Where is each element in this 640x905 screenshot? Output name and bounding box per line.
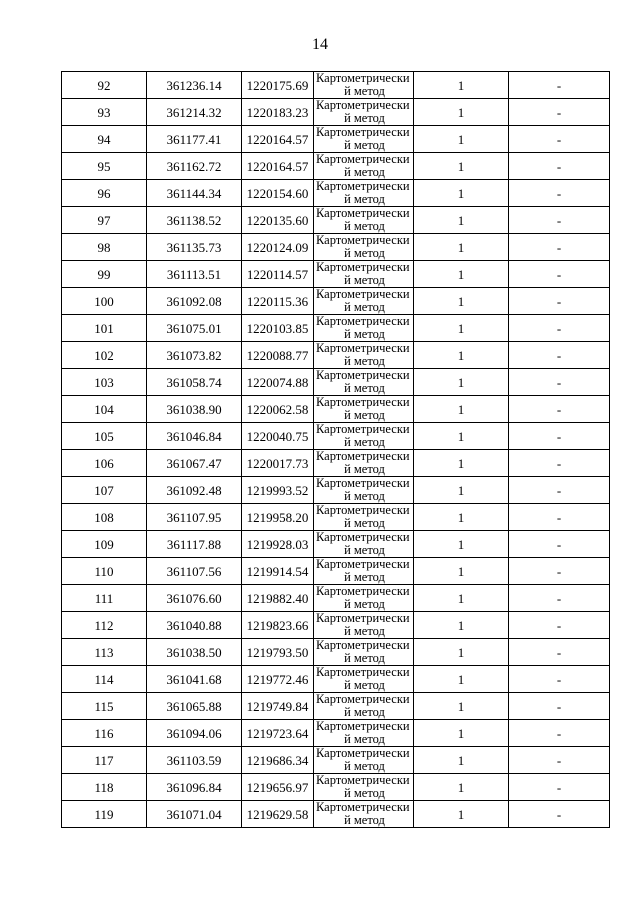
x-coordinate-cell: 361113.51 (147, 261, 242, 288)
method-cell (314, 504, 414, 531)
point-number-cell: 97 (62, 207, 147, 234)
x-coordinate-cell: 361135.73 (147, 234, 242, 261)
y-coordinate-cell: 1219629.58 (242, 801, 314, 828)
point-number-cell: 106 (62, 450, 147, 477)
point-number-cell: 110 (62, 558, 147, 585)
table-row (62, 693, 610, 720)
dash-cell: - (509, 585, 610, 612)
method-cell (314, 612, 414, 639)
value-cell: 1 (414, 801, 509, 828)
y-coordinate-cell: 1220062.58 (242, 396, 314, 423)
dash-cell: - (509, 126, 610, 153)
method-line-1: Картометрически (316, 206, 410, 220)
x-coordinate-cell: 361092.48 (147, 477, 242, 504)
x-coordinate-cell: 361046.84 (147, 423, 242, 450)
value-cell: 1 (414, 99, 509, 126)
method-line-1: Картометрически (316, 611, 410, 625)
method-line-1: Картометрически (316, 233, 410, 247)
method-cell (314, 774, 414, 801)
dash-cell: - (509, 747, 610, 774)
value-cell: 1 (414, 261, 509, 288)
y-coordinate-cell: 1219928.03 (242, 531, 314, 558)
table-row (62, 288, 610, 315)
coordinates-table (61, 71, 610, 828)
method-line-1: Картометрически (316, 449, 410, 463)
method-line-1: Картометрически (316, 422, 410, 436)
x-coordinate-cell: 361041.68 (147, 666, 242, 693)
x-coordinate-cell: 361177.41 (147, 126, 242, 153)
method-cell (314, 396, 414, 423)
table-row (62, 423, 610, 450)
x-coordinate-cell: 361065.88 (147, 693, 242, 720)
method-line-1: Картометрически (316, 125, 410, 139)
method-cell (314, 207, 414, 234)
dash-cell: - (509, 207, 610, 234)
method-line-2: й метод (344, 381, 385, 395)
method-cell (314, 801, 414, 828)
point-number-cell: 101 (62, 315, 147, 342)
method-cell (314, 315, 414, 342)
table-row (62, 72, 610, 99)
y-coordinate-cell: 1219914.54 (242, 558, 314, 585)
value-cell: 1 (414, 450, 509, 477)
dash-cell: - (509, 288, 610, 315)
dash-cell: - (509, 234, 610, 261)
method-line-2: й метод (344, 624, 385, 638)
table-row (62, 450, 610, 477)
y-coordinate-cell: 1219793.50 (242, 639, 314, 666)
y-coordinate-cell: 1220103.85 (242, 315, 314, 342)
table-row (62, 747, 610, 774)
y-coordinate-cell: 1220183.23 (242, 99, 314, 126)
method-cell (314, 477, 414, 504)
method-line-1: Картометрически (316, 71, 410, 85)
x-coordinate-cell: 361058.74 (147, 369, 242, 396)
method-line-2: й метод (344, 435, 385, 449)
table-row (62, 774, 610, 801)
point-number-cell: 96 (62, 180, 147, 207)
value-cell: 1 (414, 477, 509, 504)
method-cell (314, 180, 414, 207)
method-line-1: Картометрически (316, 98, 410, 112)
method-cell (314, 747, 414, 774)
table-row (62, 612, 610, 639)
value-cell: 1 (414, 72, 509, 99)
value-cell: 1 (414, 126, 509, 153)
point-number-cell: 105 (62, 423, 147, 450)
y-coordinate-cell: 1220074.88 (242, 369, 314, 396)
value-cell: 1 (414, 639, 509, 666)
x-coordinate-cell: 361107.95 (147, 504, 242, 531)
table-row (62, 666, 610, 693)
method-line-2: й метод (344, 759, 385, 773)
point-number-cell: 109 (62, 531, 147, 558)
method-line-1: Картометрически (316, 152, 410, 166)
y-coordinate-cell: 1220135.60 (242, 207, 314, 234)
table-row (62, 153, 610, 180)
dash-cell: - (509, 504, 610, 531)
method-line-1: Картометрически (316, 557, 410, 571)
value-cell: 1 (414, 531, 509, 558)
dash-cell: - (509, 477, 610, 504)
value-cell: 1 (414, 666, 509, 693)
method-line-2: й метод (344, 570, 385, 584)
x-coordinate-cell: 361138.52 (147, 207, 242, 234)
point-number-cell: 95 (62, 153, 147, 180)
method-line-2: й метод (344, 678, 385, 692)
method-line-2: й метод (344, 165, 385, 179)
method-line-2: й метод (344, 84, 385, 98)
y-coordinate-cell: 1220115.36 (242, 288, 314, 315)
method-line-1: Картометрически (316, 503, 410, 517)
method-line-1: Картометрически (316, 476, 410, 490)
method-cell (314, 693, 414, 720)
table-row (62, 342, 610, 369)
table-row (62, 801, 610, 828)
y-coordinate-cell: 1219958.20 (242, 504, 314, 531)
dash-cell: - (509, 99, 610, 126)
x-coordinate-cell: 361094.06 (147, 720, 242, 747)
method-cell (314, 126, 414, 153)
value-cell: 1 (414, 774, 509, 801)
method-line-1: Картометрически (316, 746, 410, 760)
point-number-cell: 115 (62, 693, 147, 720)
x-coordinate-cell: 361038.90 (147, 396, 242, 423)
y-coordinate-cell: 1220124.09 (242, 234, 314, 261)
table-row (62, 585, 610, 612)
point-number-cell: 117 (62, 747, 147, 774)
x-coordinate-cell: 361092.08 (147, 288, 242, 315)
method-line-2: й метод (344, 246, 385, 260)
method-line-2: й метод (344, 462, 385, 476)
x-coordinate-cell: 361214.32 (147, 99, 242, 126)
method-cell (314, 234, 414, 261)
table-row (62, 261, 610, 288)
method-cell (314, 369, 414, 396)
table-row (62, 396, 610, 423)
method-cell (314, 531, 414, 558)
value-cell: 1 (414, 720, 509, 747)
value-cell: 1 (414, 747, 509, 774)
point-number-cell: 112 (62, 612, 147, 639)
y-coordinate-cell: 1219656.97 (242, 774, 314, 801)
dash-cell: - (509, 315, 610, 342)
point-number-cell: 94 (62, 126, 147, 153)
method-line-2: й метод (344, 219, 385, 233)
y-coordinate-cell: 1220164.57 (242, 126, 314, 153)
x-coordinate-cell: 361103.59 (147, 747, 242, 774)
method-line-1: Картометрически (316, 314, 410, 328)
value-cell: 1 (414, 558, 509, 585)
table-row (62, 234, 610, 261)
method-cell (314, 153, 414, 180)
table-row (62, 126, 610, 153)
y-coordinate-cell: 1220175.69 (242, 72, 314, 99)
method-cell (314, 558, 414, 585)
value-cell: 1 (414, 396, 509, 423)
method-cell (314, 720, 414, 747)
dash-cell: - (509, 666, 610, 693)
method-line-1: Картометрически (316, 341, 410, 355)
value-cell: 1 (414, 423, 509, 450)
method-line-2: й метод (344, 273, 385, 287)
dash-cell: - (509, 180, 610, 207)
y-coordinate-cell: 1219772.46 (242, 666, 314, 693)
y-coordinate-cell: 1219723.64 (242, 720, 314, 747)
point-number-cell: 111 (62, 585, 147, 612)
y-coordinate-cell: 1220017.73 (242, 450, 314, 477)
dash-cell: - (509, 396, 610, 423)
dash-cell: - (509, 801, 610, 828)
table-row (62, 315, 610, 342)
x-coordinate-cell: 361071.04 (147, 801, 242, 828)
method-line-1: Картометрически (316, 638, 410, 652)
x-coordinate-cell: 361144.34 (147, 180, 242, 207)
dash-cell: - (509, 720, 610, 747)
point-number-cell: 93 (62, 99, 147, 126)
y-coordinate-cell: 1220164.57 (242, 153, 314, 180)
point-number-cell: 92 (62, 72, 147, 99)
x-coordinate-cell: 361236.14 (147, 72, 242, 99)
point-number-cell: 114 (62, 666, 147, 693)
method-line-1: Картометрически (316, 395, 410, 409)
method-line-1: Картометрически (316, 530, 410, 544)
y-coordinate-cell: 1219749.84 (242, 693, 314, 720)
method-cell (314, 450, 414, 477)
table-row (62, 531, 610, 558)
point-number-cell: 103 (62, 369, 147, 396)
value-cell: 1 (414, 612, 509, 639)
table-row (62, 99, 610, 126)
point-number-cell: 102 (62, 342, 147, 369)
value-cell: 1 (414, 693, 509, 720)
y-coordinate-cell: 1220114.57 (242, 261, 314, 288)
y-coordinate-cell: 1220040.75 (242, 423, 314, 450)
method-line-2: й метод (344, 489, 385, 503)
y-coordinate-cell: 1219882.40 (242, 585, 314, 612)
point-number-cell: 119 (62, 801, 147, 828)
method-cell (314, 639, 414, 666)
point-number-cell: 108 (62, 504, 147, 531)
method-line-2: й метод (344, 732, 385, 746)
method-cell (314, 261, 414, 288)
dash-cell: - (509, 423, 610, 450)
dash-cell: - (509, 639, 610, 666)
method-cell (314, 288, 414, 315)
point-number-cell: 116 (62, 720, 147, 747)
table-row (62, 477, 610, 504)
point-number-cell: 113 (62, 639, 147, 666)
method-line-1: Картометрически (316, 584, 410, 598)
table-row (62, 504, 610, 531)
method-cell (314, 666, 414, 693)
x-coordinate-cell: 361117.88 (147, 531, 242, 558)
dash-cell: - (509, 261, 610, 288)
method-line-2: й метод (344, 651, 385, 665)
y-coordinate-cell: 1219686.34 (242, 747, 314, 774)
method-line-2: й метод (344, 354, 385, 368)
x-coordinate-cell: 361075.01 (147, 315, 242, 342)
method-line-1: Картометрически (316, 773, 410, 787)
method-line-2: й метод (344, 192, 385, 206)
table-row (62, 639, 610, 666)
y-coordinate-cell: 1220154.60 (242, 180, 314, 207)
y-coordinate-cell: 1219993.52 (242, 477, 314, 504)
value-cell: 1 (414, 207, 509, 234)
point-number-cell: 104 (62, 396, 147, 423)
table-row (62, 558, 610, 585)
value-cell: 1 (414, 504, 509, 531)
point-number-cell: 100 (62, 288, 147, 315)
dash-cell: - (509, 342, 610, 369)
y-coordinate-cell: 1219823.66 (242, 612, 314, 639)
method-line-2: й метод (344, 138, 385, 152)
method-cell (314, 72, 414, 99)
method-cell (314, 99, 414, 126)
x-coordinate-cell: 361067.47 (147, 450, 242, 477)
method-line-1: Картометрически (316, 179, 410, 193)
method-line-1: Картометрически (316, 368, 410, 382)
dash-cell: - (509, 558, 610, 585)
table-row (62, 720, 610, 747)
method-line-1: Картометрически (316, 665, 410, 679)
method-line-2: й метод (344, 111, 385, 125)
value-cell: 1 (414, 585, 509, 612)
method-line-2: й метод (344, 516, 385, 530)
value-cell: 1 (414, 369, 509, 396)
value-cell: 1 (414, 288, 509, 315)
method-line-2: й метод (344, 408, 385, 422)
method-line-1: Картометрически (316, 800, 410, 814)
x-coordinate-cell: 361096.84 (147, 774, 242, 801)
dash-cell: - (509, 369, 610, 396)
y-coordinate-cell: 1220088.77 (242, 342, 314, 369)
dash-cell: - (509, 693, 610, 720)
method-cell (314, 342, 414, 369)
dash-cell: - (509, 531, 610, 558)
method-line-2: й метод (344, 300, 385, 314)
value-cell: 1 (414, 234, 509, 261)
x-coordinate-cell: 361038.50 (147, 639, 242, 666)
table-row (62, 369, 610, 396)
value-cell: 1 (414, 180, 509, 207)
method-line-1: Картометрически (316, 719, 410, 733)
value-cell: 1 (414, 342, 509, 369)
x-coordinate-cell: 361107.56 (147, 558, 242, 585)
table-row (62, 207, 610, 234)
method-line-2: й метод (344, 786, 385, 800)
method-line-1: Картометрически (316, 692, 410, 706)
point-number-cell: 98 (62, 234, 147, 261)
method-line-2: й метод (344, 327, 385, 341)
point-number-cell: 118 (62, 774, 147, 801)
dash-cell: - (509, 612, 610, 639)
dash-cell: - (509, 450, 610, 477)
method-line-1: Картометрически (316, 287, 410, 301)
x-coordinate-cell: 361162.72 (147, 153, 242, 180)
method-line-1: Картометрически (316, 260, 410, 274)
x-coordinate-cell: 361076.60 (147, 585, 242, 612)
page-number: 14 (312, 36, 328, 53)
value-cell: 1 (414, 315, 509, 342)
dash-cell: - (509, 153, 610, 180)
method-line-2: й метод (344, 597, 385, 611)
dash-cell: - (509, 774, 610, 801)
method-line-2: й метод (344, 813, 385, 827)
table-row (62, 180, 610, 207)
coordinates-table-body (62, 72, 610, 828)
x-coordinate-cell: 361073.82 (147, 342, 242, 369)
dash-cell: - (509, 72, 610, 99)
method-line-2: й метод (344, 705, 385, 719)
point-number-cell: 107 (62, 477, 147, 504)
method-cell (314, 585, 414, 612)
x-coordinate-cell: 361040.88 (147, 612, 242, 639)
point-number-cell: 99 (62, 261, 147, 288)
value-cell: 1 (414, 153, 509, 180)
method-line-2: й метод (344, 543, 385, 557)
method-cell (314, 423, 414, 450)
